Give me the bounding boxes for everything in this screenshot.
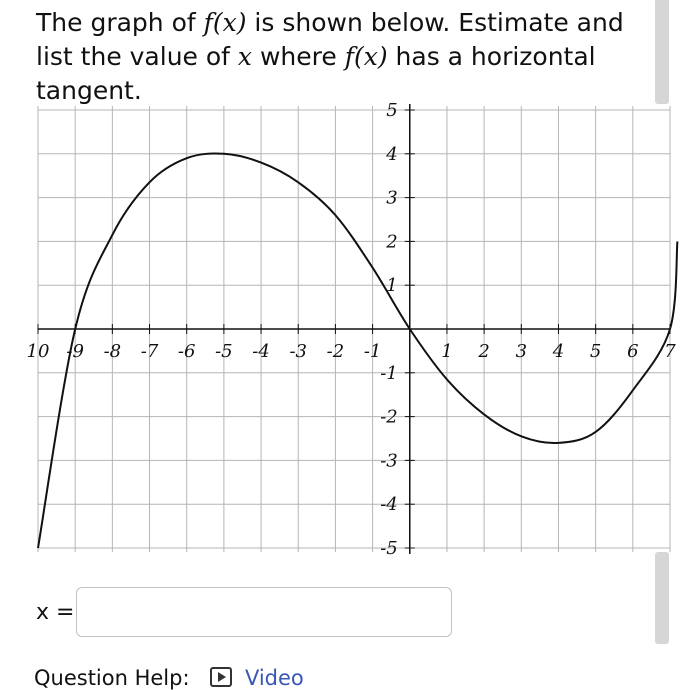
x-tick-label: -6 — [177, 341, 196, 362]
scrollbar-thumb-top[interactable] — [655, 0, 669, 104]
x-tick-label: 3 — [515, 341, 528, 362]
question-help-row — [34, 666, 304, 690]
function-notation: f(x) — [203, 8, 247, 37]
x-tick-label: 5 — [589, 341, 602, 362]
scrollbar-thumb-bottom[interactable] — [655, 552, 669, 644]
y-tick-label: 3 — [386, 187, 398, 209]
x-tick-label: -1 — [363, 341, 382, 362]
y-tick-label: 4 — [386, 143, 398, 165]
x-tick-label: 6 — [627, 341, 639, 362]
function-curve — [38, 154, 677, 548]
y-tick-label: -4 — [380, 494, 398, 516]
axes — [38, 104, 670, 554]
question-help-label: Question Help: — [34, 666, 190, 690]
x-tick-label: 10 — [26, 341, 50, 362]
answer-input[interactable] — [76, 587, 452, 637]
question-text: The graph of f(x) is shown below. Estimate and list the value of x where f(x) has a horizontal tangent. — [36, 8, 624, 105]
answer-label: x = — [36, 600, 75, 625]
y-tick-label: -5 — [380, 538, 398, 559]
x-tick-label: -2 — [326, 341, 345, 362]
function-graph — [0, 100, 700, 560]
x-tick-label: -8 — [103, 341, 122, 362]
x-tick-label: -3 — [289, 341, 308, 362]
x-tick-label: 1 — [441, 341, 453, 362]
y-tick-label: 5 — [386, 100, 398, 121]
x-tick-label: -9 — [66, 341, 84, 362]
x-tick-label: -7 — [140, 341, 159, 362]
x-tick-label: 4 — [552, 341, 565, 362]
y-tick-label: -2 — [380, 406, 398, 428]
function-notation: f(x) — [344, 42, 388, 71]
variable-notation: x — [237, 42, 253, 71]
y-tick-label: -1 — [380, 362, 398, 384]
x-tick-label: -5 — [215, 341, 233, 362]
video-link[interactable]: Video — [244, 666, 304, 690]
video-icon[interactable] — [210, 667, 232, 687]
y-tick-label: 1 — [386, 275, 398, 297]
x-tick-label: 7 — [664, 341, 676, 362]
x-tick-label: -4 — [252, 341, 270, 362]
y-tick-label: 2 — [386, 231, 398, 253]
y-tick-label: -3 — [380, 450, 398, 472]
x-tick-label: 2 — [478, 341, 490, 362]
